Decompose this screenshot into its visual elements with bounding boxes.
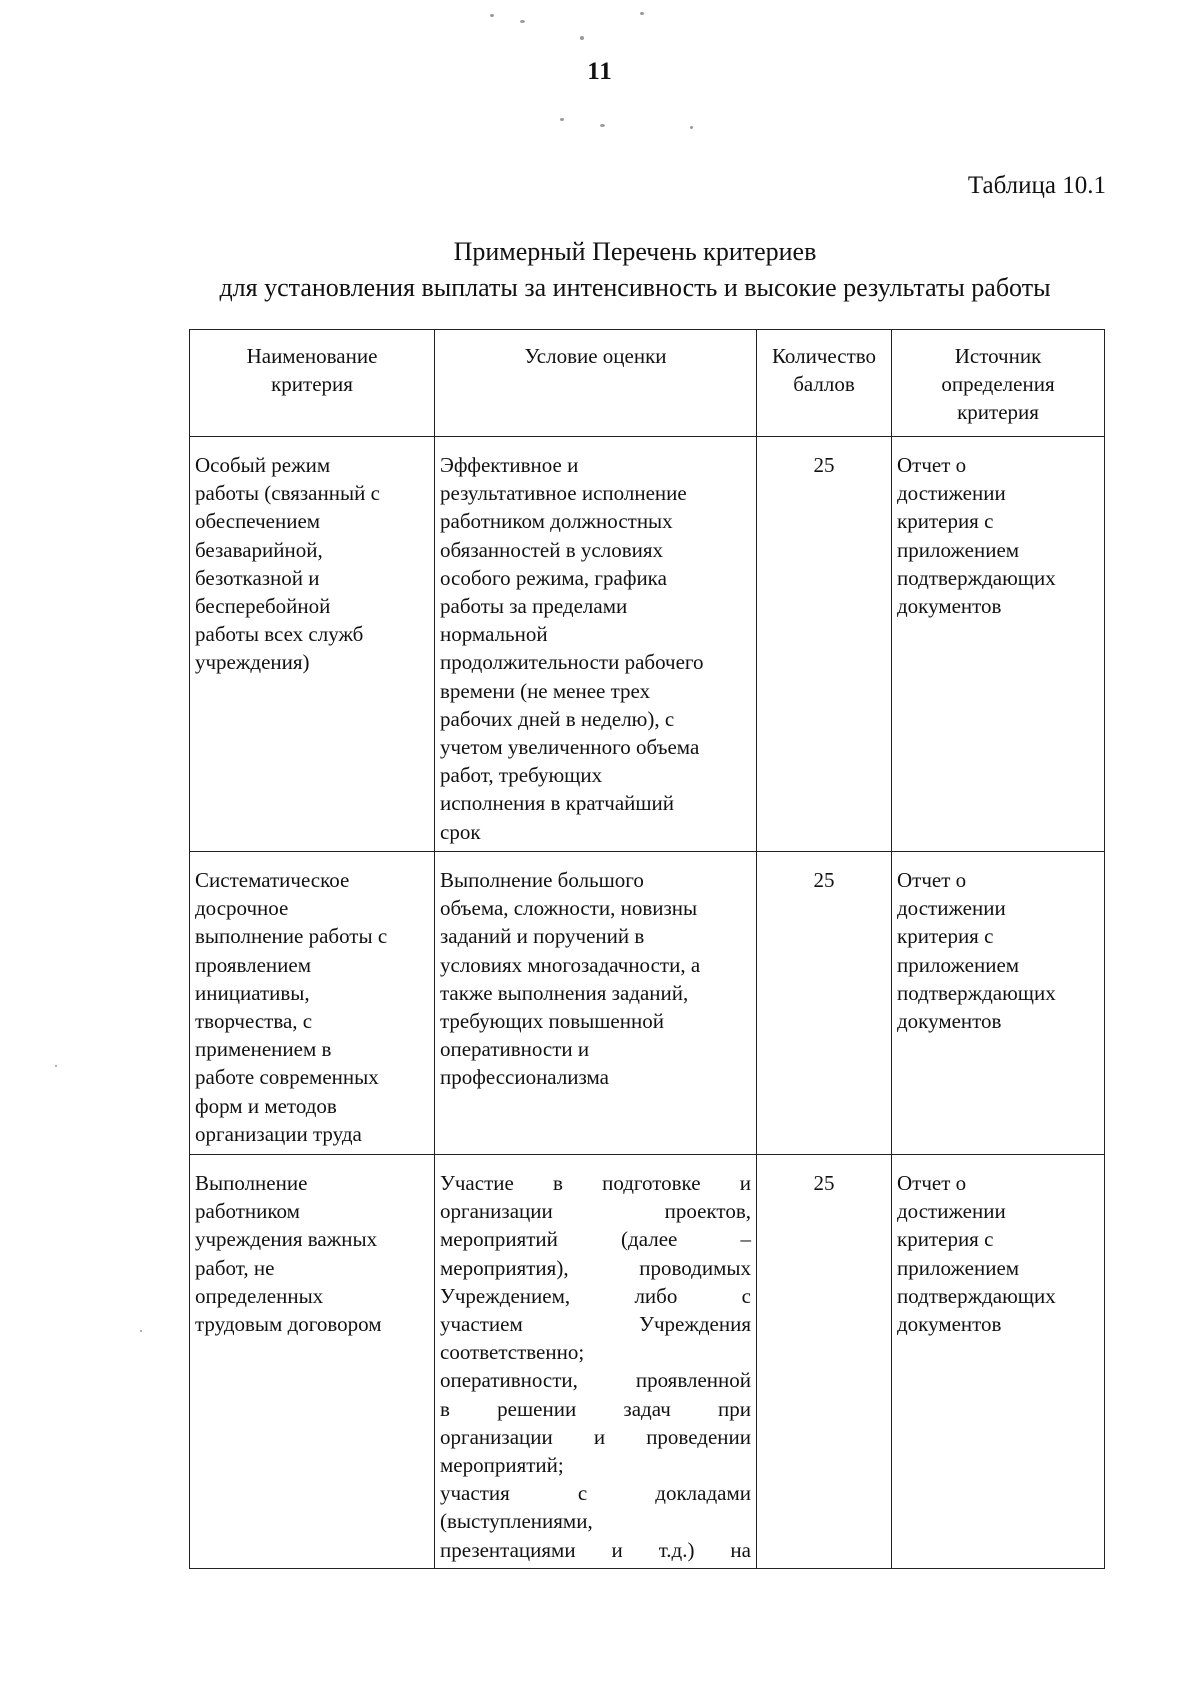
criterion-name-cell (190, 852, 435, 1155)
condition-cell (435, 852, 757, 1155)
cell-line: бесперебойной (195, 594, 331, 619)
cell-line: организации труда (195, 1121, 362, 1146)
scan-speck (55, 1065, 57, 1067)
cell-line: достижении (897, 896, 1006, 921)
cell-line: объема, сложности, новизны (440, 896, 698, 921)
table-label: Таблица 10.1 (967, 172, 1106, 199)
condition-cell (435, 1155, 757, 1569)
cell-line: условиях многозадачности, а (440, 952, 701, 977)
cell-line: творчества, с (195, 1009, 313, 1034)
cell-line: выполнение работы с (195, 924, 388, 949)
cell-line: учреждения важных (195, 1227, 378, 1252)
cell-line: мероприятий; (440, 1453, 564, 1478)
cell-line: исполнения в кратчайший (440, 791, 675, 816)
cell-line: в решении задач при (440, 1396, 751, 1421)
scan-speck (140, 1330, 142, 1332)
points-cell: 25 (757, 437, 892, 852)
criterion-name-cell (190, 1155, 435, 1569)
page-title (150, 234, 1120, 306)
source-cell (892, 1155, 1105, 1569)
cell-line: проявлением (195, 952, 312, 977)
cell-line: форм и методов (195, 1093, 337, 1118)
cell-line: работе современных (195, 1065, 379, 1090)
scan-speck (520, 20, 525, 23)
cell-line: (выступлениями, (440, 1509, 593, 1534)
cell-line: участием Учреждения (440, 1312, 751, 1337)
source-cell (892, 852, 1105, 1155)
header-source (892, 330, 1105, 437)
cell-line: заданий и поручений в (440, 924, 645, 949)
cell-line: Учреждением, либо с (440, 1283, 751, 1308)
header-line: определения (941, 372, 1055, 397)
cell-line: критерия с (897, 1227, 994, 1252)
cell-line: профессионализма (440, 1065, 609, 1090)
cell-line: презентациями и т.д.) на (440, 1537, 751, 1562)
scan-speck (640, 12, 644, 15)
cell-line: особого режима, графика (440, 565, 667, 590)
cell-line: документов (897, 594, 1002, 619)
cell-line: приложением (897, 1255, 1020, 1280)
cell-line: достижении (897, 1199, 1006, 1224)
table-row (190, 437, 1105, 852)
cell-line: Особый режим (195, 453, 331, 477)
cell-line: подтверждающих (897, 565, 1056, 590)
header-line: Количество (771, 344, 877, 368)
cell-line: Эффективное и (440, 453, 579, 477)
scan-speck (490, 14, 494, 17)
cell-line: работ, требующих (440, 763, 603, 788)
cell-line: продолжительности рабочего (440, 650, 704, 675)
table-row (190, 1155, 1105, 1569)
cell-line: работы всех служб (195, 622, 364, 647)
cell-line: инициативы, (195, 980, 310, 1005)
cell-line: приложением (897, 537, 1020, 562)
cell-line: применением в (195, 1037, 332, 1062)
cell-line: безаварийной, (195, 537, 323, 562)
header-line: Наименование (246, 344, 378, 368)
table-header-row (190, 330, 1105, 437)
cell-line: критерия с (897, 509, 994, 534)
cell-line: досрочное (195, 896, 289, 921)
cell-line: подтверждающих (897, 1283, 1056, 1308)
header-line: баллов (793, 372, 855, 397)
cell-line: достижении (897, 481, 1006, 506)
cell-line: подтверждающих (897, 980, 1056, 1005)
cell-line: требующих повышенной (440, 1009, 664, 1034)
header-line: Источник (954, 344, 1042, 368)
cell-line: организации и проведении (440, 1424, 751, 1449)
cell-line: Выполнение большого (440, 868, 644, 892)
cell-line: работником должностных (440, 509, 673, 534)
cell-line: критерия с (897, 924, 994, 949)
cell-line: работы за пределами (440, 594, 628, 619)
cell-line: определенных (195, 1283, 324, 1308)
cell-line: работ, не (195, 1255, 275, 1280)
header-line: критерия (271, 372, 353, 397)
cell-line: Систематическое (195, 868, 350, 892)
cell-line: оперативности и (440, 1037, 590, 1062)
cell-line: обеспечением (195, 509, 321, 534)
criterion-name-cell (190, 437, 435, 852)
points-cell: 25 (757, 852, 892, 1155)
cell-line: рабочих дней в неделю), с (440, 706, 675, 731)
cell-line: соответственно; (440, 1340, 585, 1365)
cell-line: документов (897, 1312, 1002, 1337)
header-line: Условие оценки (524, 344, 667, 368)
source-cell (892, 437, 1105, 852)
cell-line: Участие в подготовке и (440, 1171, 751, 1195)
scan-speck (600, 124, 605, 127)
cell-line: времени (не менее трех (440, 678, 651, 703)
header-evaluation-condition (435, 330, 757, 437)
cell-line: срок (440, 819, 481, 844)
cell-line: Отчет о (897, 453, 967, 477)
cell-line: документов (897, 1009, 1002, 1034)
cell-line: приложением (897, 952, 1020, 977)
cell-line: безотказной и (195, 565, 320, 590)
page-number: 11 (587, 58, 613, 85)
cell-line: Выполнение (195, 1171, 308, 1195)
table-row (190, 852, 1105, 1155)
cell-line: учетом увеличенного объема (440, 735, 700, 760)
cell-line: работы (связанный с (195, 481, 380, 506)
cell-line: организации проектов, (440, 1199, 751, 1224)
header-line: критерия (957, 400, 1039, 425)
scan-speck (560, 118, 564, 121)
cell-line: мероприятия), проводимых (440, 1255, 751, 1280)
cell-line: мероприятий (далее – (440, 1227, 751, 1252)
header-points (757, 330, 892, 437)
cell-line: учреждения) (195, 650, 310, 675)
scan-speck (690, 126, 693, 129)
header-criterion-name (190, 330, 435, 437)
cell-line: обязанностей в условиях (440, 537, 664, 562)
cell-line: Отчет о (897, 868, 967, 892)
cell-line: участия с докладами (440, 1481, 751, 1506)
cell-line: оперативности, проявленной (440, 1368, 751, 1393)
points-cell: 25 (757, 1155, 892, 1569)
cell-line: нормальной (440, 622, 548, 647)
cell-line: трудовым договором (195, 1312, 382, 1337)
cell-line: также выполнения заданий, (440, 980, 689, 1005)
cell-line: Отчет о (897, 1171, 967, 1195)
cell-line: работником (195, 1199, 300, 1224)
condition-cell (435, 437, 757, 852)
title-line: для установления выплаты за интенсивность и высокие результаты работы (219, 273, 1051, 302)
cell-line: результативное исполнение (440, 481, 687, 506)
criteria-table (189, 329, 1105, 1569)
title-line: Примерный Перечень критериев (453, 237, 817, 266)
scan-speck (580, 36, 584, 40)
